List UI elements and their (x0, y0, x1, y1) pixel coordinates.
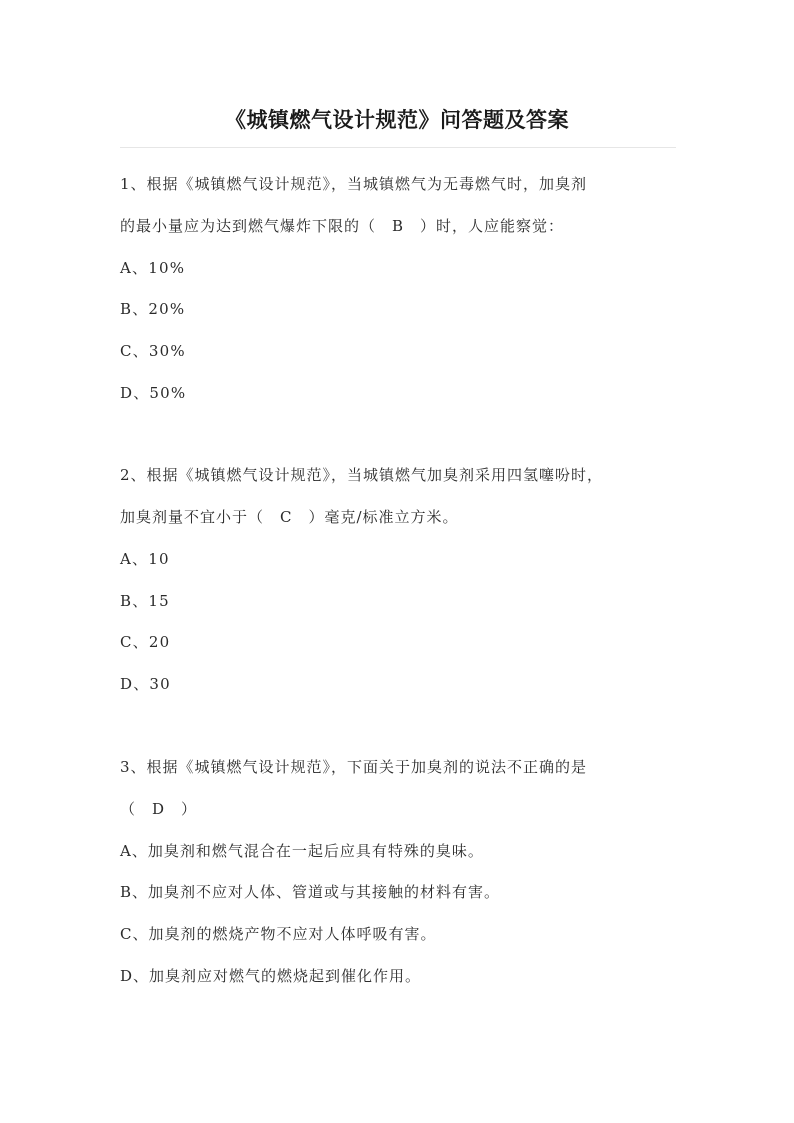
question-3-option-b: B、加臭剂不应对人体、管道或与其接触的材料有害。 (120, 883, 501, 901)
question-2-option-b: B、15 (120, 592, 170, 610)
document-title: 《城镇燃气设计规范》问答题及答案 (225, 107, 569, 132)
question-2-option-a: A、10 (120, 550, 170, 568)
question-3-text-line-1: 3、根据《城镇燃气设计规范》，下面关于加臭剂的说法不正确的是 (120, 758, 588, 776)
question-2-text-line-1: 2、根据《城镇燃气设计规范》，当城镇燃气加臭剂采用四氢噻吩时， (120, 466, 604, 484)
question-1-option-b: B、20% (120, 300, 186, 318)
title-divider (120, 147, 676, 148)
question-1-text-line-1: 1、根据《城镇燃气设计规范》，当城镇燃气为无毒燃气时，加臭剂 (120, 175, 588, 193)
question-3-option-c: C、加臭剂的燃烧产物不应对人体呼吸有害。 (120, 925, 437, 943)
question-1-option-d: D、50% (120, 384, 187, 402)
question-1-option-c: C、30% (120, 342, 186, 360)
question-3-option-d: D、加臭剂应对燃气的燃烧起到催化作用。 (120, 967, 422, 985)
question-2-option-c: C、20 (120, 633, 171, 651)
question-2-text-line-2: 加臭剂量不宜小于（ C ）毫克/标准立方米。 (120, 508, 459, 526)
question-1-text-line-2: 的最小量应为达到燃气爆炸下限的（ B ）时，人应能察觉： (120, 217, 565, 235)
question-3-option-a: A、加臭剂和燃气混合在一起后应具有特殊的臭味。 (120, 842, 484, 860)
question-2-option-d: D、30 (120, 675, 171, 693)
question-3-text-line-2: （ D ） (120, 800, 198, 818)
question-1-option-a: A、10% (120, 259, 186, 277)
